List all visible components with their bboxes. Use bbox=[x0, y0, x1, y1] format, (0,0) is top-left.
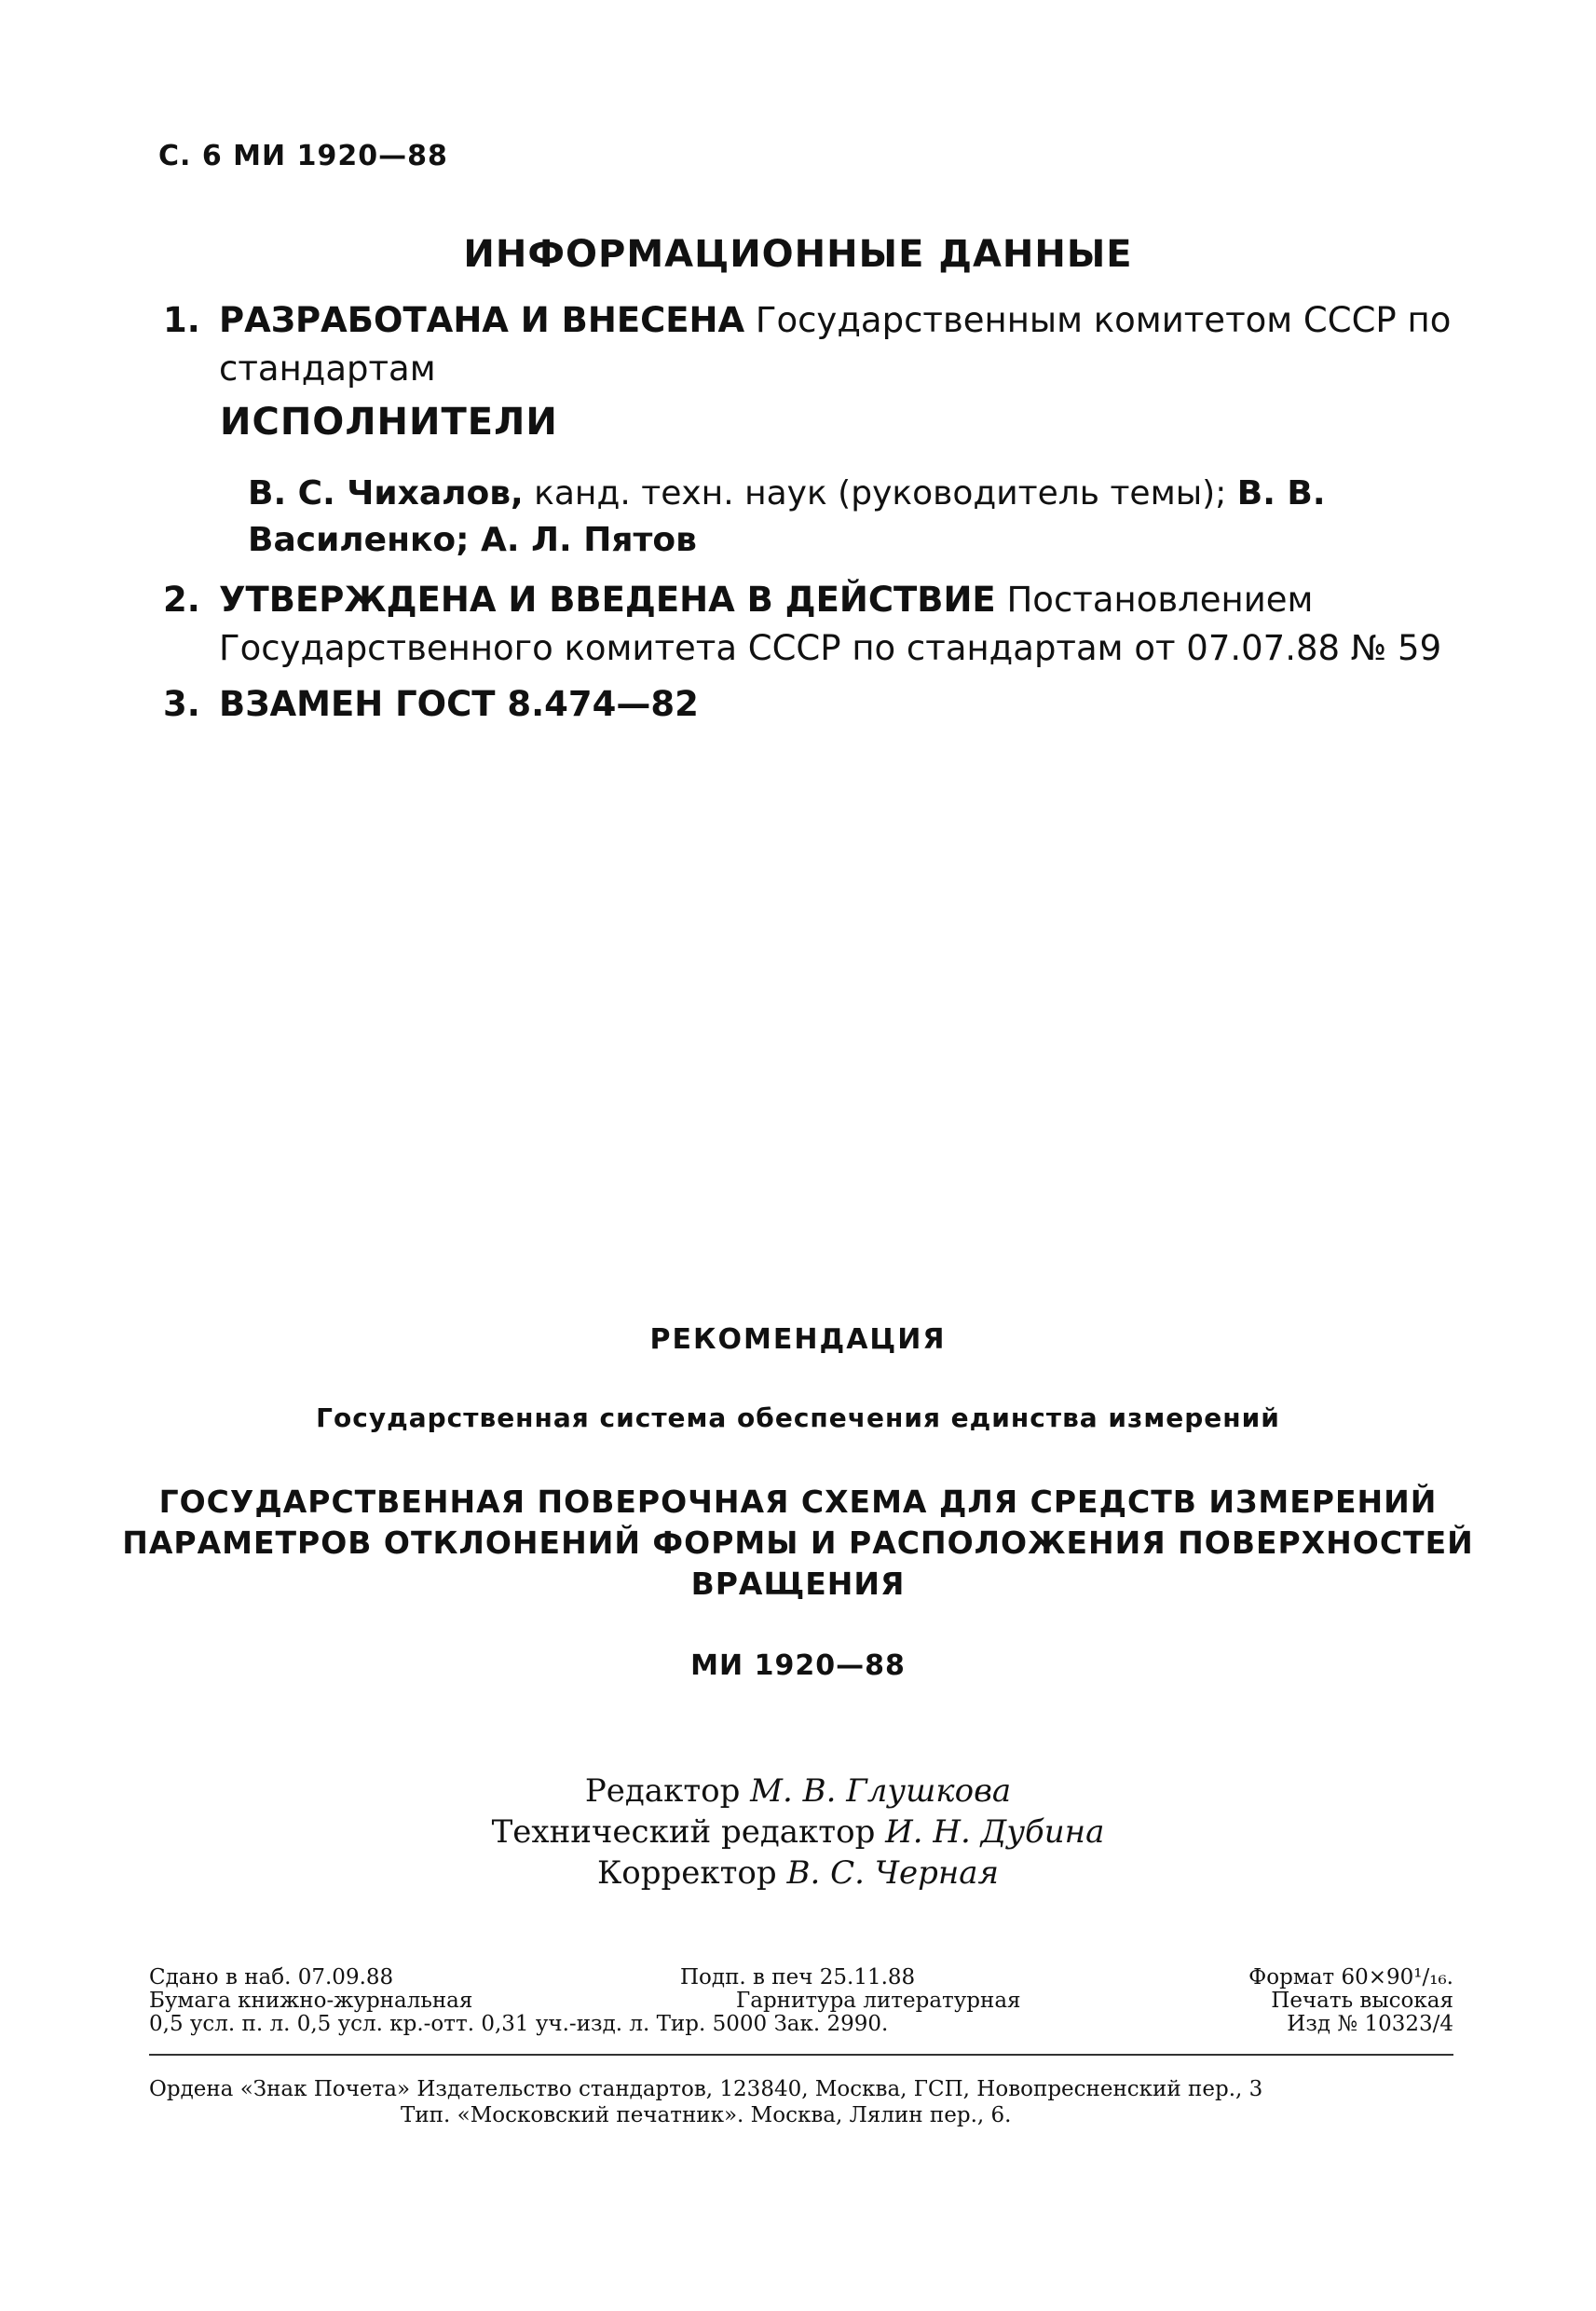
printer-line: Тип. «Московский печатник». Москва, Лялин пер., 6. bbox=[401, 2103, 1012, 2127]
executors-list bbox=[248, 471, 1468, 564]
recommendation-name-line: ВРАЩЕНИЯ bbox=[690, 1566, 906, 1602]
info-item-3 bbox=[163, 680, 1467, 729]
info-item-2 bbox=[163, 576, 1467, 673]
publisher-block bbox=[149, 2076, 1453, 2128]
staff-editor bbox=[0, 1771, 1596, 1812]
imprint-divider bbox=[149, 2054, 1453, 2056]
item-text: Государственным комитетом СССР по стандартам bbox=[219, 300, 1452, 389]
item-number: 3. bbox=[163, 684, 200, 724]
item-lead: ВЗАМЕН ГОСТ 8.474—82 bbox=[219, 684, 699, 724]
imprint-row bbox=[149, 2013, 1453, 2036]
recommendation-name bbox=[0, 1482, 1596, 1605]
executor-role: канд. техн. наук (руководитель темы); bbox=[523, 474, 1237, 513]
imprint-cell: Изд № 10323/4 bbox=[1287, 2012, 1453, 2036]
imprint-cell: Бумага книжно-журнальная bbox=[149, 1989, 473, 2013]
imprint-cell: Гарнитура литературная bbox=[736, 1989, 1021, 2013]
staff-role: Редактор bbox=[584, 1772, 751, 1810]
publisher-line: Ордена «Знак Почета» Издательство стандартов, 123840, Москва, ГСП, Новопресненский пер., 3 bbox=[149, 2077, 1263, 2101]
recommendation-code: МИ 1920—88 bbox=[690, 1649, 906, 1682]
item-lead: РАЗРАБОТАНА И ВНЕСЕНА bbox=[219, 300, 745, 340]
staff-list bbox=[0, 1771, 1596, 1894]
imprint-cell: Печать высокая bbox=[1271, 1989, 1453, 2013]
imprint-cell: Формат 60×90¹/₁₆. bbox=[1248, 1965, 1453, 1990]
imprint-cell: 0,5 усл. п. л. 0,5 усл. кр.-отт. 0,31 уч.-изд. л. Тир. 5000 Зак. 2990. bbox=[149, 2012, 889, 2036]
item-number: 2. bbox=[163, 580, 200, 620]
recommendation-system: Государственная система обеспечения единства измерений bbox=[316, 1402, 1280, 1433]
imprint-cell: Подп. в печ 25.11.88 bbox=[680, 1965, 916, 1990]
imprint-block bbox=[149, 1966, 1453, 2036]
executors-title: ИСПОЛНИТЕЛИ bbox=[220, 401, 558, 444]
recommendation-name-line: ГОСУДАРСТВЕННАЯ ПОВЕРОЧНАЯ СХЕМА ДЛЯ СРЕДСТВ ИЗМЕРЕНИЙ bbox=[158, 1484, 1438, 1520]
imprint-row bbox=[149, 1990, 1453, 2013]
staff-name: И. Н. Дубина bbox=[885, 1813, 1105, 1851]
staff-role: Технический редактор bbox=[491, 1813, 886, 1851]
info-item-1 bbox=[163, 296, 1467, 393]
item-text: Постановлением Государственного комитета СССР по стандартам от 07.07.88 № 59 bbox=[219, 580, 1442, 668]
item-number: 1. bbox=[163, 300, 200, 340]
staff-tech-editor bbox=[0, 1812, 1596, 1853]
staff-role: Корректор bbox=[596, 1854, 787, 1892]
imprint-row bbox=[149, 1966, 1453, 1990]
staff-name: В. С. Черная bbox=[786, 1854, 1000, 1892]
staff-corrector bbox=[0, 1853, 1596, 1894]
imprint-cell: Сдано в наб. 07.09.88 bbox=[149, 1965, 394, 1990]
recommendation-title: РЕКОМЕНДАЦИЯ bbox=[649, 1323, 947, 1356]
recommendation-name-line: ПАРАМЕТРОВ ОТКЛОНЕНИЙ ФОРМЫ И РАСПОЛОЖЕНИЯ ПОВЕРХНОСТЕЙ bbox=[122, 1525, 1474, 1561]
page-header: С. 6 МИ 1920—88 bbox=[158, 140, 448, 172]
staff-name: М. В. Глушкова bbox=[750, 1772, 1012, 1810]
info-data-title: ИНФОРМАЦИОННЫЕ ДАННЫЕ bbox=[463, 233, 1133, 276]
item-lead: УТВЕРЖДЕНА И ВВЕДЕНА В ДЕЙСТВИЕ bbox=[219, 580, 996, 620]
executor-lead: В. С. Чихалов, bbox=[248, 474, 524, 513]
executor-others: В. В. Василенко; А. Л. Пятов bbox=[248, 474, 1326, 559]
